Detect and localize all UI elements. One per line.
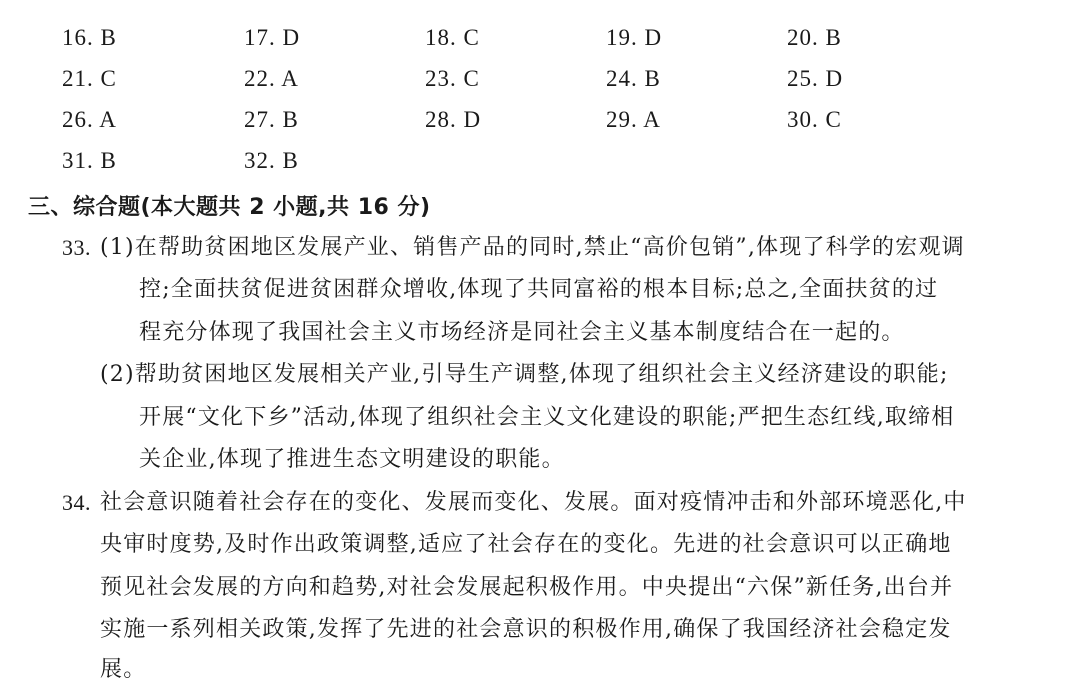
answer-row xyxy=(0,20,1080,56)
answer-31: 31. B xyxy=(62,148,117,173)
answer-row xyxy=(0,61,1080,97)
answer-30: 30. C xyxy=(787,107,842,132)
answer-26: 26. A xyxy=(62,107,117,132)
answer-16: 16. B xyxy=(62,25,117,50)
q33-part1-line: (1)在帮助贫困地区发展产业、销售产品的同时,禁止“高价包销”,体现了科学的宏观调 xyxy=(100,235,965,260)
answer-row xyxy=(0,102,1080,138)
q34-line: 社会意识随着社会存在的变化、发展而变化、发展。面对疫情冲击和外部环境恶化,中 xyxy=(100,490,967,515)
answer-27: 27. B xyxy=(244,107,299,132)
answer-19: 19. D xyxy=(606,25,663,50)
q34-line: 预见社会发展的方向和趋势,对社会发展起积极作用。中央提出“六保”新任务,出台并 xyxy=(100,575,954,600)
answer-23: 23. C xyxy=(425,66,480,91)
answer-row xyxy=(0,143,1080,179)
answer-18: 18. C xyxy=(425,25,480,50)
question-34-number: 34. xyxy=(62,490,91,515)
section-heading: 三、综合题(本大题共 2 小题,共 16 分) xyxy=(28,195,431,220)
answer-25: 25. D xyxy=(787,66,844,91)
answer-17: 17. D xyxy=(244,25,301,50)
answer-20: 20. B xyxy=(787,25,842,50)
q33-part2-line: 开展“文化下乡”活动,体现了组织社会主义文化建设的职能;严把生态红线,取缔相 xyxy=(139,405,955,430)
answer-21: 21. C xyxy=(62,66,117,91)
question-33-number: 33. xyxy=(62,235,91,260)
q33-part2-line: (2)帮助贫困地区发展相关产业,引导生产调整,体现了组织社会主义经济建设的职能; xyxy=(100,362,949,387)
q33-part1-line: 控;全面扶贫促进贫困群众增收,体现了共同富裕的根本目标;总之,全面扶贫的过 xyxy=(139,277,939,302)
q34-line: 实施一系列相关政策,发挥了先进的社会意识的积极作用,确保了我国经济社会稳定发 xyxy=(100,617,952,642)
answer-29: 29. A xyxy=(606,107,661,132)
answer-24: 24. B xyxy=(606,66,661,91)
answer-28: 28. D xyxy=(425,107,482,132)
q34-line: 展。 xyxy=(100,657,147,682)
answer-32: 32. B xyxy=(244,148,299,173)
q34-line: 央审时度势,及时作出政策调整,适应了社会存在的变化。先进的社会意识可以正确地 xyxy=(100,532,952,557)
q33-part1-line: 程充分体现了我国社会主义市场经济是同社会主义基本制度结合在一起的。 xyxy=(139,320,905,345)
answer-22: 22. A xyxy=(244,66,299,91)
q33-part2-line: 关企业,体现了推进生态文明建设的职能。 xyxy=(139,447,565,472)
